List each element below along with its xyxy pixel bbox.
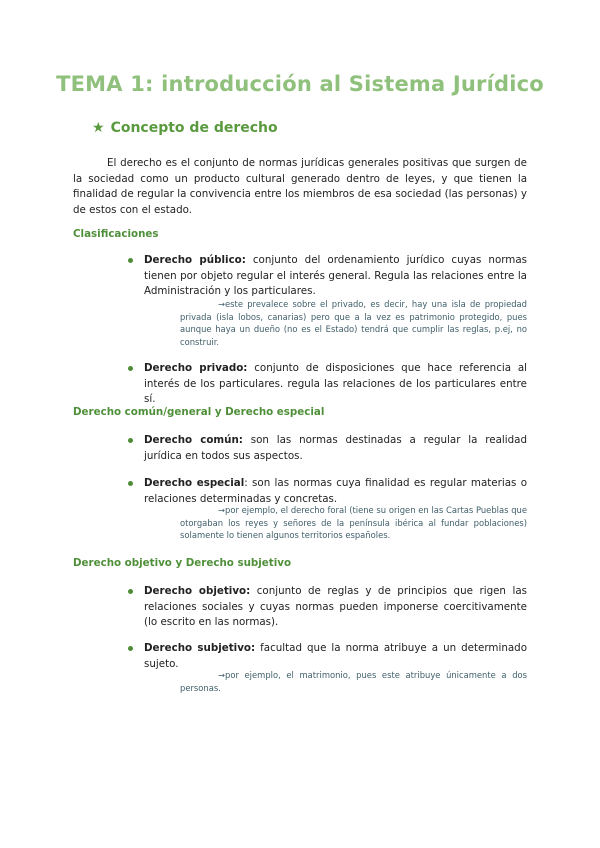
- bullet-icon: [128, 646, 133, 651]
- star-icon: ★: [92, 120, 105, 136]
- definition: conjunto de disposiciones que hace referencia al interés de los particulares. regula las relaciones de los particulares entre sí.: [144, 362, 528, 405]
- list-item-derecho-comun: [128, 433, 527, 464]
- bullet-icon: [128, 366, 133, 371]
- definition: son las normas destinadas a regular la realidad jurídica en todos sus aspectos.: [144, 434, 528, 462]
- term: Derecho público:: [144, 254, 246, 266]
- list-item-derecho-subjetivo: [128, 641, 527, 672]
- list-item-derecho-objetivo: [128, 584, 527, 631]
- intro-paragraph: El derecho es el conjunto de normas jurídicas generales positivas que surgen de la sociedad como un producto cultural generado dentro de leyes, y que tienen la finalidad de regular la convivencia entre los miembros de esa sociedad (las personas) y de estos con el estado.: [73, 157, 527, 216]
- section-title: [92, 120, 278, 136]
- note-derecho-subjetivo: →por ejemplo, el matrimonio, pues este atribuye únicamente a dos personas.: [180, 670, 527, 693]
- definition: facultad que la norma atribuye a un determinado sujeto.: [144, 642, 527, 670]
- term: Derecho especial: [144, 477, 245, 489]
- heading-objetivo-subjetivo: Derecho objetivo y Derecho subjetivo: [73, 557, 292, 569]
- list-item-derecho-especial: [128, 476, 527, 507]
- term: Derecho objetivo:: [144, 585, 251, 597]
- heading-clasificaciones: Clasificaciones: [73, 228, 159, 240]
- page-title: TEMA 1: introducción al Sistema Jurídico: [56, 72, 544, 96]
- heading-comun-especial: Derecho común/general y Derecho especial: [73, 406, 325, 418]
- term: Derecho subjetivo:: [144, 642, 256, 654]
- bullet-icon: [128, 438, 133, 443]
- note-derecho-especial: →por ejemplo, el derecho foral (tiene su origen en las Cartas Pueblas que otorgaban los reyes y señores de la península ibérica al fundar poblaciones) solamente lo tienen algunos territorios españoles.: [180, 505, 527, 541]
- definition: conjunto del ordenamiento jurídico cuyas normas tienen por objeto regular el interés general. Regula las relaciones entre la Administración y los particulares.: [144, 254, 527, 297]
- list-item-derecho-publico: [128, 253, 527, 300]
- note-derecho-publico: →este prevalece sobre el privado, es decir, hay una isla de propiedad privada (isla lobos, canarias) pero que a la vez es patrimonio protegido, pues aunque haya un dueño (no es el Estado) tendrá que cumplir las reglas, p.ej, no construir.: [180, 299, 527, 348]
- bullet-icon: [128, 258, 133, 263]
- term: Derecho privado:: [144, 362, 248, 374]
- bullet-icon: [128, 589, 133, 594]
- list-item-derecho-privado: [128, 361, 527, 408]
- term: Derecho común:: [144, 434, 243, 446]
- bullet-icon: [128, 481, 133, 486]
- definition: conjunto de reglas y de principios que rigen las relaciones sociales y cuyas normas pueden imponerse coercitivamente (lo escrito en las normas).: [144, 585, 528, 628]
- section-title-label: Concepto de derecho: [110, 120, 278, 136]
- definition: : son las normas cuya finalidad es regular materias o relaciones determinadas y concretas.: [144, 477, 528, 505]
